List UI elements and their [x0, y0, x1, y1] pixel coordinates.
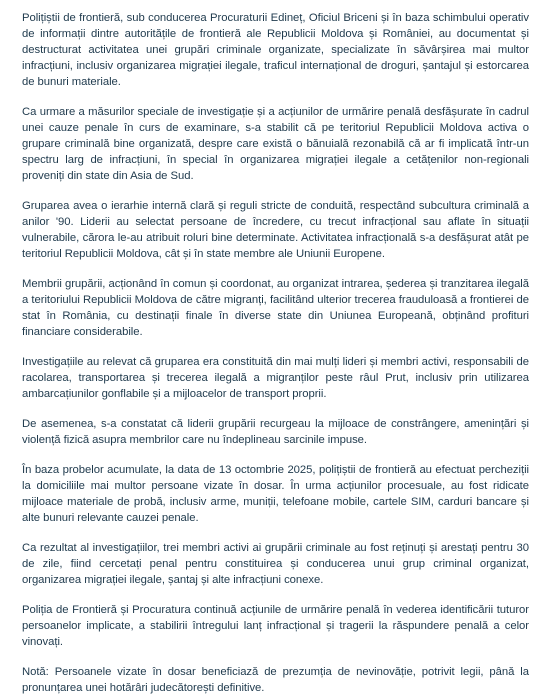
note-paragraph: Notă: Persoanele vizate în dosar beneficiază de prezumția de nevinovăție, potrivit legii, până la pronunțarea unei hotărâri judecătorești definitive.	[22, 666, 529, 694]
paragraph: Ca urmare a măsurilor speciale de investigație și a acțiunilor de urmărire penală desfășurate în cadrul unei cauze penale în curs de examinare, s-a stabilit că pe teritoriul Republicii Moldova activa o grupare criminală bine organizată, despre care există o bănuială rezonabilă că ar fi implicată într-un spectru larg de infracțiuni, în special în organizarea migrației ilegale a cetățenilor non-regionali proveniți din state din Asia de Sud.	[22, 106, 529, 182]
paragraph: De asemenea, s-a constatat că liderii grupării recurgeau la mijloace de constrângere, amenințări și violență fizică asupra membrilor care nu îndeplineau sarcinile impuse.	[22, 418, 529, 446]
paragraph: Membrii grupării, acționând în comun și coordonat, au organizat intrarea, șederea și tranzitarea ilegală a teritoriului Republicii Moldova de către migranți, facilitând ulterior trecerea frauduloasă a frontierei de stat în România, cu destinații finale în diverse state din Uniunea Europeană, obținând profituri financiare considerabile.	[22, 278, 529, 338]
paragraph: Poliția de Frontieră și Procuratura continuă acțiunile de urmărire penală în vederea identificării tuturor persoanelor implicate, a stabilirii întregului lanț infracțional și tragerii la răspundere penală a celor vinovați.	[22, 604, 529, 648]
paragraph: Investigațiile au relevat că gruparea era constituită din mai mulți lideri și membri activi, responsabili de racolarea, transportarea și trecerea ilegală a migranților peste râul Prut, inclusiv prin utilizarea ambarcațiunilor gonflabile și a mijloacelor de transport proprii.	[22, 356, 529, 400]
paragraph: În baza probelor acumulate, la data de 13 octombrie 2025, polițiștii de frontieră au efectuat percheziții la domiciliile mai multor persoane vizate în dosar. În urma acțiunilor procesuale, au fost ridicate mijloace materiale de probă, inclusiv arme, muniții, telefoane mobile, cartele SIM, carduri bancare și alte bunuri relevante cauzei penale.	[22, 464, 529, 524]
paragraph: Gruparea avea o ierarhie internă clară și reguli stricte de conduită, respectând subcultura criminală a anilor '90. Liderii au selectat persoane de încredere, cu trecut infracțional sau aflate în situații vulnerabile, cărora le-au atribuit roluri bine determinate. Activitatea infracțională s-a desfășurat atât pe teritoriul Republicii Moldova, cât și în state membre ale Uniunii Europene.	[22, 200, 529, 260]
paragraph: Polițiștii de frontieră, sub conducerea Procuraturii Edineț, Oficiul Briceni și în baza schimbului operativ de informații dintre autoritățile de frontieră ale Republicii Moldova și României, au documentat și destructurat activitatea unei grupări criminale organizate, specializate în săvârșirea mai multor infracțiuni, inclusiv organizarea migrației ilegale, traficul internațional de droguri, șantajul și estorcarea de bunuri materiale.	[22, 12, 529, 88]
paragraph: Ca rezultat al investigațiilor, trei membri activi ai grupării criminale au fost reținuți și arestați pentru 30 de zile, fiind cercetați penal pentru constituirea și conducerea unui grup criminal organizat, organizarea migrației ilegale, șantaj și alte infracțiuni conexe.	[22, 542, 529, 586]
